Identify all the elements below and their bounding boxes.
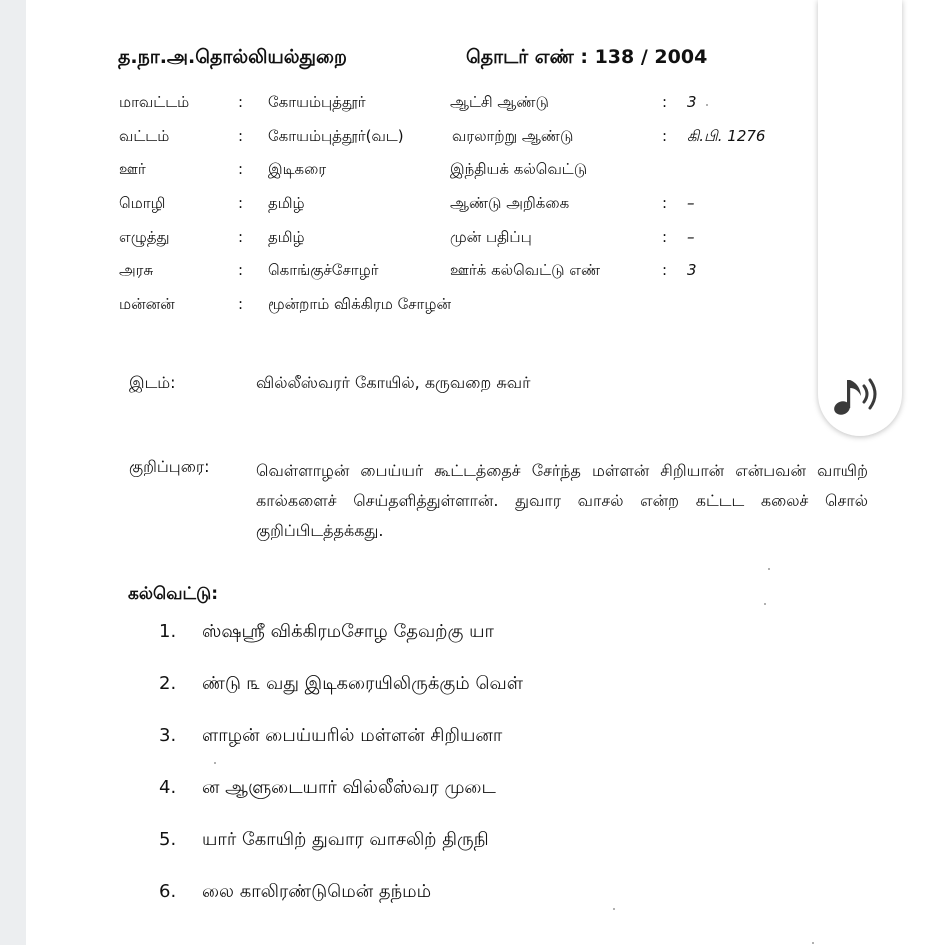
scan-speck <box>613 908 615 910</box>
meta-row-village <box>26 160 945 186</box>
meta-label-2: ஊர்க் கல்வெட்டு எண் <box>450 261 601 279</box>
meta-row-language <box>26 194 945 220</box>
meta-label: ஊர் <box>119 160 146 178</box>
meta-sep: : <box>238 194 244 212</box>
meta-sep-2: : <box>662 93 668 111</box>
scan-speck <box>706 104 708 106</box>
note-text: வெள்ளாழன் பைய்யர் கூட்டத்தைச் சேர்ந்த மள்ளன் சிறியான் என்பவன் வாயிற் கால்களைச் செய்தளித்துள்ளான். துவார வாசல் என்ற கட்டட கலைச் சொல் குறிப்பிடத்தக்கது. <box>256 461 868 540</box>
meta-value-2: கி.பி. 1276 <box>687 127 766 145</box>
meta-value: தமிழ் <box>268 194 305 212</box>
meta-sep: : <box>238 261 244 279</box>
line-number: 5. <box>159 829 177 850</box>
line-text: யார் கோயிற் துவார வாசலிற் திருநி <box>202 829 489 850</box>
line-number: 3. <box>159 725 177 746</box>
place-value: வில்லீஸ்வரர் கோயில், கருவறை சுவர் <box>256 373 531 392</box>
line-text: ண்டு ௩ வது இடிகரையிலிருக்கும் வெள் <box>202 673 523 694</box>
meta-sep-2: : <box>662 127 668 145</box>
meta-row-taluk <box>26 127 945 153</box>
meta-label: மாவட்டம் <box>119 93 190 111</box>
meta-sep-2: : <box>662 261 668 279</box>
meta-value-2: 3 <box>687 93 697 111</box>
meta-row-king <box>26 295 945 321</box>
line-text: லை காலிரண்டுமென் தந்மம் <box>202 881 432 902</box>
scan-speck <box>764 603 766 605</box>
line-number: 2. <box>159 673 177 694</box>
meta-row-script <box>26 228 945 254</box>
scan-speck <box>768 568 770 570</box>
meta-sep: : <box>238 127 244 145</box>
meta-sep-2: : <box>662 228 668 246</box>
meta-value-2: 3 <box>687 261 697 279</box>
audio-speaker-icon <box>830 368 890 424</box>
meta-value: இடிகரை <box>268 160 327 178</box>
meta-label: எழுத்து <box>119 228 170 246</box>
meta-sep: : <box>238 228 244 246</box>
inscription-heading: கல்வெட்டு: <box>128 584 218 604</box>
line-number: 6. <box>159 881 177 902</box>
play-audio-button[interactable] <box>830 368 890 424</box>
meta-sep: : <box>238 295 244 313</box>
line-text: ன ஆளுடையார் வில்லீஸ்வர முடை <box>202 777 496 798</box>
meta-label: மொழி <box>119 194 166 212</box>
scan-speck <box>214 762 216 764</box>
meta-label: மன்னன் <box>119 295 175 313</box>
line-text: ஸ்ஷஸ்ரீ விக்கிரமசோழ தேவற்கு யா <box>202 621 494 642</box>
meta-sep-2: : <box>662 194 668 212</box>
meta-value: கோயம்புத்தூர் <box>268 93 366 111</box>
meta-value-2: – <box>687 228 695 246</box>
meta-label: அரசு <box>119 261 154 279</box>
meta-row-dynasty <box>26 261 945 287</box>
document-page <box>26 0 945 945</box>
meta-label: வட்டம் <box>119 127 170 145</box>
scan-speck <box>812 942 814 944</box>
place-label: இடம்: <box>129 373 176 392</box>
line-text: ளாழன் பைய்யரில் மள்ளன் சிறியனா <box>202 725 503 746</box>
meta-label-2: முன் பதிப்பு <box>450 228 532 246</box>
meta-label-2: வரலாற்று ஆண்டு <box>452 127 574 145</box>
meta-row-district <box>26 93 945 119</box>
meta-value: கோயம்புத்தூர்(வட) <box>268 127 404 145</box>
meta-value: மூன்றாம் விக்கிரம சோழன் <box>268 295 451 313</box>
meta-label-2: இந்தியக் கல்வெட்டு <box>450 160 588 178</box>
meta-sep: : <box>238 93 244 111</box>
line-number: 4. <box>159 777 177 798</box>
serial-number: தொடர் எண் : 138 / 2004 <box>466 46 708 68</box>
department-title: த.நா.அ.தொல்லியல்துறை <box>118 46 347 68</box>
meta-value: தமிழ் <box>268 228 305 246</box>
note-label: குறிப்புரை: <box>129 457 210 476</box>
meta-value-2: – <box>687 194 695 212</box>
meta-value: கொங்குச்சோழர் <box>268 261 379 279</box>
line-number: 1. <box>159 621 177 642</box>
meta-sep: : <box>238 160 244 178</box>
meta-label-2: ஆண்டு அறிக்கை <box>450 194 570 212</box>
audio-side-panel <box>818 0 902 436</box>
meta-label-2: ஆட்சி ஆண்டு <box>450 93 549 111</box>
